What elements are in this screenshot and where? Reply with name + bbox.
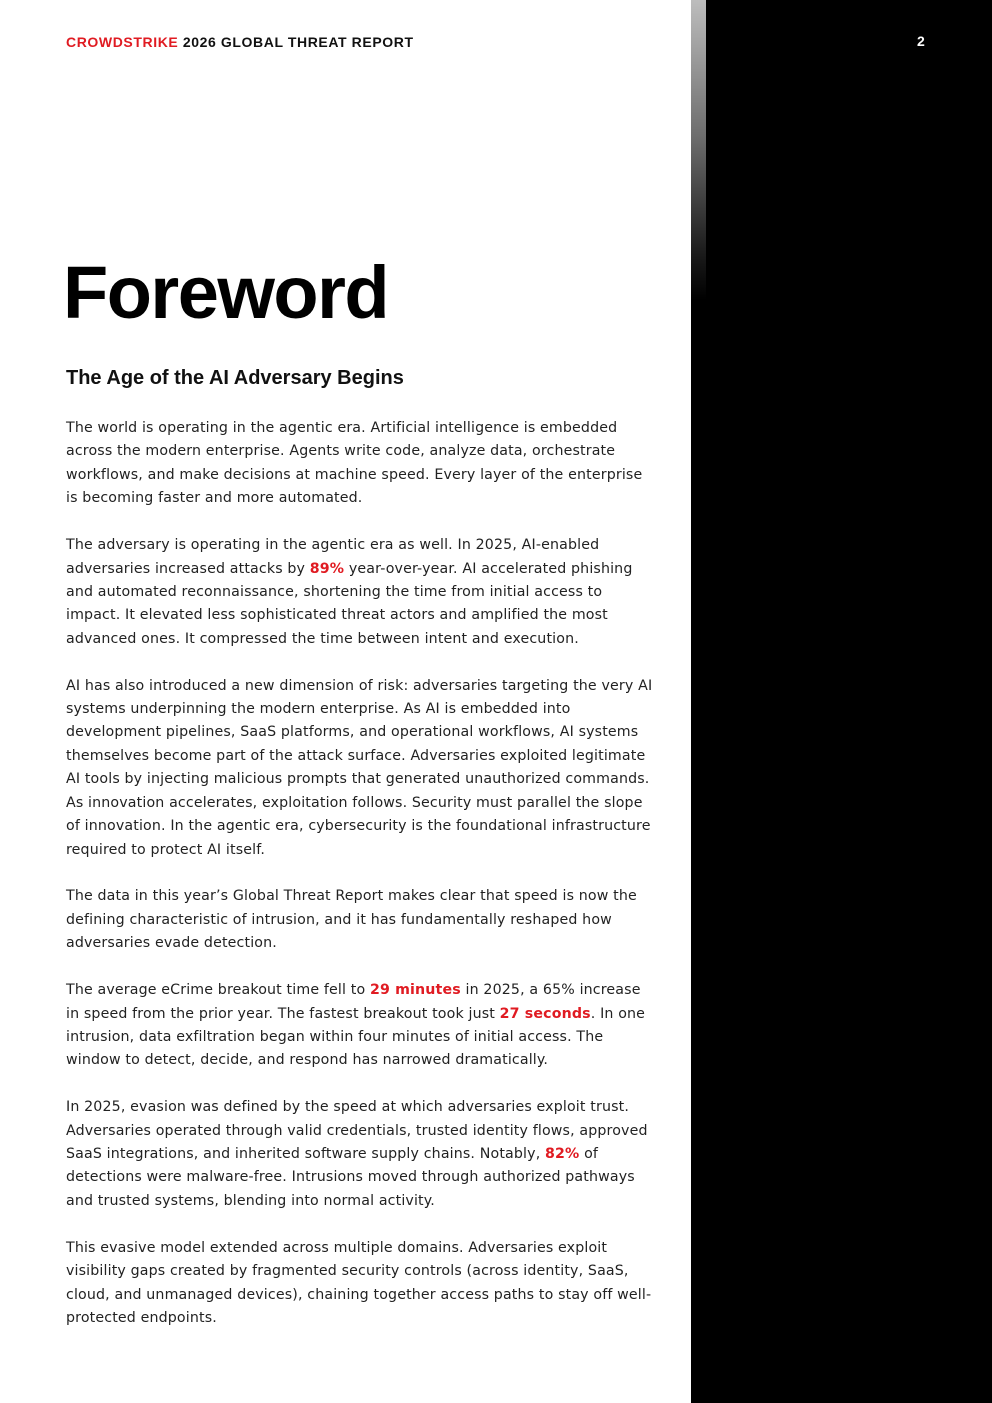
paragraph-2-text-b: year-over-year. AI accelerated phishing and automated reconnaissance, shortening the time from initial access to impact. It elevated less sophisticated threat actors and amplified the most advanced ones. It compressed the time between intent and execution. xyxy=(66,560,633,647)
paragraph-7: This evasive model extended across multiple domains. Adversaries exploit visibility gaps created by fragmented security controls (across identity, SaaS, cloud, and unmanaged devices), chaining together access paths to stay off well-protected endpoints. xyxy=(66,1239,652,1326)
paragraph-1: The world is operating in the agentic era. Artificial intelligence is embedded across the modern enterprise. Agents write code, analyze data, orchestrate workflows, and make decisions at machine speed. Every layer of the enterprise is becoming faster and more automated. xyxy=(66,420,643,507)
stat-89-percent: 89% xyxy=(309,560,345,577)
brand-name: CROWDSTRIKE xyxy=(66,34,179,50)
report-header xyxy=(66,34,414,50)
paragraph-5 xyxy=(66,979,656,1073)
paragraph-3: AI has also introduced a new dimension of risk: adversaries targeting the very AI systems underpinning the modern enterprise. As AI is embedded into development pipelines, SaaS platforms, and operational workflows, AI systems themselves become part of the attack surface. Adversaries exploited legitimate AI tools by injecting malicious prompts that generated unauthorized commands. As innovation accelerates, exploitation follows. Security must parallel the slope of innovation. In the agentic era, cybersecurity is the foundational infrastructure required to protect AI itself. xyxy=(66,677,653,858)
section-subtitle: The Age of the AI Adversary Begins xyxy=(66,367,404,389)
paragraph-5-text-b: in 2025, a 65% increase in speed from the prior year. The fastest breakout took just xyxy=(66,982,641,1022)
paragraph-5-text-c: . In one intrusion, data exfiltration began within four minutes of initial access. The window to detect, decide, and respond has narrowed dramatically. xyxy=(66,1005,646,1069)
right-decorative-panel xyxy=(691,0,992,1403)
gradient-strip xyxy=(691,0,706,300)
paragraph-6-text-a: In 2025, evasion was defined by the speed at which adversaries exploit trust. Adversaries operated through valid credentials, trusted identity flows, approved SaaS integrations, and inherited software supply chains. Notably, xyxy=(66,1099,648,1163)
stat-82-percent: 82% xyxy=(545,1146,580,1163)
paragraph-2-text-a: The adversary is operating in the agentic era as well. In 2025, AI-enabled adversaries increased attacks by xyxy=(66,537,600,577)
page-title: Foreword xyxy=(63,251,389,334)
paragraph-4: The data in this year’s Global Threat Report makes clear that speed is now the defining characteristic of intrusion, and it has fundamentally reshaped how adversaries evade detection. xyxy=(66,888,637,952)
paragraph-6 xyxy=(66,1096,656,1213)
report-title: 2026 GLOBAL THREAT REPORT xyxy=(182,34,414,50)
stat-29-minutes: 29 minutes xyxy=(369,982,461,999)
paragraph-5-text-a: The average eCrime breakout time fell to xyxy=(66,982,370,999)
page-number: 2 xyxy=(917,33,925,49)
body-text xyxy=(66,417,656,1354)
stat-27-seconds: 27 seconds xyxy=(499,1005,591,1022)
paragraph-2 xyxy=(66,534,656,651)
paragraph-6-text-b: of detections were malware-free. Intrusions moved through authorized pathways and trusted systems, blending into normal activity. xyxy=(66,1146,635,1209)
